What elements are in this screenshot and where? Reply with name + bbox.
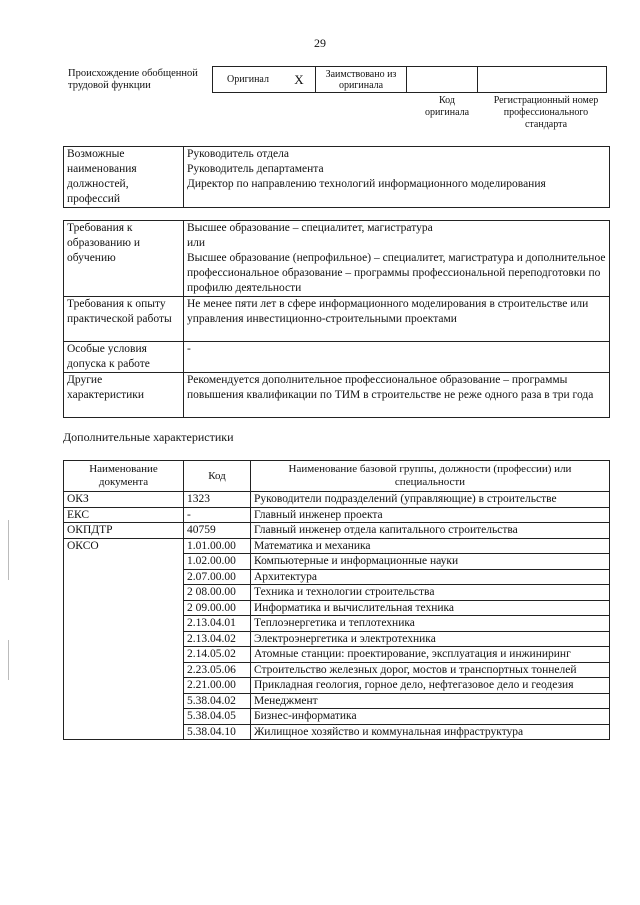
- positions-list: [184, 147, 610, 208]
- page-number: 29: [314, 36, 326, 50]
- special-conditions-label: Особые условия допуска к работе: [64, 342, 184, 373]
- code-cell: 2.23.05.06: [184, 662, 251, 678]
- name-cell: Руководители подразделений (управляющие) в строительстве: [251, 492, 610, 508]
- additional-characteristics-table: [63, 460, 610, 740]
- header-name: Наименование базовой группы, должности (профессии) или специальности: [251, 461, 610, 492]
- other-characteristics-value: Рекомендуется дополнительное профессиональное образование – программы повышения квалификации по ТИМ в строительстве не реже одного раза в три года: [184, 373, 610, 418]
- additional-characteristics-title: Дополнительные характеристики: [63, 430, 234, 444]
- name-cell: Бизнес-информатика: [251, 709, 610, 725]
- doc-cell: ОКПДТР: [64, 523, 184, 539]
- name-cell: Компьютерные и информационные науки: [251, 554, 610, 570]
- code-cell: 1.01.00.00: [184, 538, 251, 554]
- origin-table: [212, 66, 607, 93]
- other-characteristics-label: Другие характеристики: [64, 373, 184, 418]
- doc-cell: ОКЗ: [64, 492, 184, 508]
- table-row: [64, 523, 610, 539]
- code-cell: 5.38.04.02: [184, 693, 251, 709]
- name-cell: Техника и технологии строительства: [251, 585, 610, 601]
- name-cell: Главный инженер отдела капитального строительства: [251, 523, 610, 539]
- name-cell: Теплоэнергетика и теплотехника: [251, 616, 610, 632]
- code-cell: 2.13.04.01: [184, 616, 251, 632]
- positions-table: [63, 146, 610, 208]
- table-row: [64, 538, 610, 554]
- code-cell: 1.02.00.00: [184, 554, 251, 570]
- name-cell: Электроэнергетика и электротехника: [251, 631, 610, 647]
- doc-cell: ЕКС: [64, 507, 184, 523]
- original-mark: X: [283, 67, 316, 93]
- code-cell: 2.14.05.02: [184, 647, 251, 663]
- header-code: Код: [184, 461, 251, 492]
- experience-label: Требования к опыту практической работы: [64, 297, 184, 342]
- position-item: Директор по направлению технологий информационного моделирования: [187, 178, 546, 190]
- name-cell: Менеджмент: [251, 693, 610, 709]
- code-cell: 2.13.04.02: [184, 631, 251, 647]
- scan-artifact: [8, 520, 9, 580]
- code-cell: 2 09.00.00: [184, 600, 251, 616]
- code-caption: Код оригинала: [424, 95, 470, 118]
- position-item: Руководитель департамента: [187, 163, 324, 175]
- code-cell: 2 08.00.00: [184, 585, 251, 601]
- code-cell: 5.38.04.05: [184, 709, 251, 725]
- special-conditions-value: -: [184, 342, 610, 373]
- original-code-cell: [407, 67, 478, 93]
- education-label: Требования к образованию и обучению: [64, 221, 184, 297]
- experience-value: Не менее пяти лет в сфере информационного моделирования в строительстве или управления инвестиционно-строительными проектами: [184, 297, 610, 342]
- code-cell: -: [184, 507, 251, 523]
- name-cell: Прикладная геология, горное дело, нефтегазовое дело и геодезия: [251, 678, 610, 694]
- table-row: [64, 492, 610, 508]
- code-cell: 1323: [184, 492, 251, 508]
- origin-label: Происхождение обобщенной трудовой функции: [68, 68, 198, 91]
- requirements-table: [63, 220, 610, 418]
- name-cell: Математика и механика: [251, 538, 610, 554]
- name-cell: Жилищное хозяйство и коммунальная инфраструктура: [251, 724, 610, 740]
- positions-label: Возможные наименования должностей, профессий: [64, 147, 184, 208]
- scan-artifact: [8, 640, 9, 680]
- original-label: Оригинал: [213, 67, 284, 93]
- code-cell: 2.21.00.00: [184, 678, 251, 694]
- code-cell: 40759: [184, 523, 251, 539]
- header-document: Наименование документа: [64, 461, 184, 492]
- name-cell: Архитектура: [251, 569, 610, 585]
- table-row: [64, 507, 610, 523]
- doc-cell-okso: ОКСО: [64, 538, 184, 740]
- code-cell: 2.07.00.00: [184, 569, 251, 585]
- education-value: Высшее образование – специалитет, магистратура или Высшее образование (непрофильное) – специалитет, магистратура и дополнительное профессиональное образование – программы профессиональной переподготовки по профилю деятельности: [184, 221, 610, 297]
- name-cell: Строительство железных дорог, мостов и транспортных тоннелей: [251, 662, 610, 678]
- code-cell: 5.38.04.10: [184, 724, 251, 740]
- name-cell: Главный инженер проекта: [251, 507, 610, 523]
- name-cell: Информатика и вычислительная техника: [251, 600, 610, 616]
- name-cell: Атомные станции: проектирование, эксплуатация и инжиниринг: [251, 647, 610, 663]
- registration-number-cell: [478, 67, 607, 93]
- position-item: Руководитель отдела: [187, 148, 289, 160]
- borrowed-label: Заимствовано из оригинала: [316, 67, 407, 93]
- registration-caption: Регистрационный номер профессионального стандарта: [493, 95, 599, 130]
